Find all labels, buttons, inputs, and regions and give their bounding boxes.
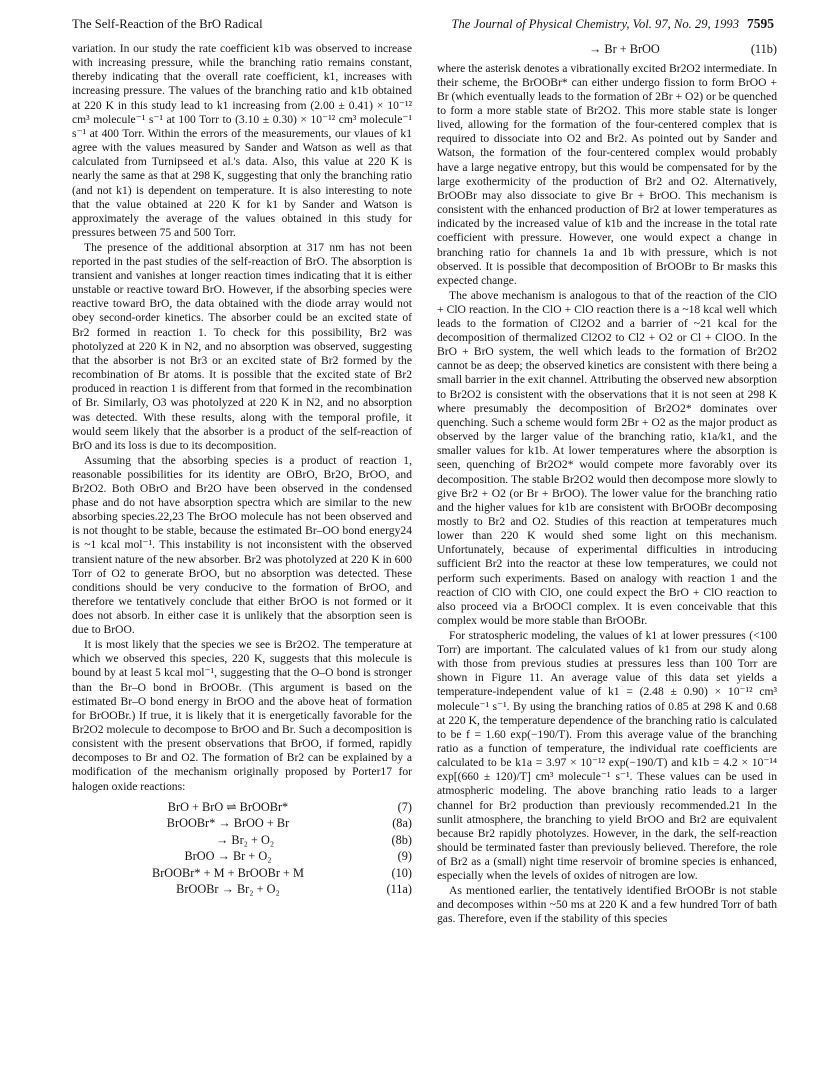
journal-name: The Journal of Physical Chemistry, Vol. 97, No. 29, 1993 [451,17,739,31]
equation-expression: → Br + BrOO [589,42,660,56]
paragraph: where the asterisk denotes a vibrationally excited Br2O2 intermediate. In their scheme, the BrOOBr* can either undergo fission to form BrOO + Br (which eventually leads to the formation of 2Br + O2) or be quenched to form a more stable state of Br2O2. This more stable state is longer lived, allowing for the formation of the four-centered complex that is required to dissociate into O2 and Br2. As pointed out by Sander and Watson, the formation of the four-centered complex would probably have a large negative entropy, but this would be compensated for by the large exothermicity of the production of Br2 and O2. Alternatively, BrOOBr may also dissociate to give Br + BrOO. This mechanism is consistent with the enhanced production of Br2 at lower temperatures as indicated by the increased value of k1b and the increase in the total rate coefficient with pressure. However, one would expect a change in branching ratio for channels 1a and 1b with pressure, which is not observed. It is possible that decomposition of BrOOBr to Br masks this expected change. [437,61,777,287]
reaction-mechanism [72,800,412,899]
paragraph: The presence of the additional absorption at 317 nm has not been reported in the past studies of the self-reaction of BrO. The absorption is transient and vanishes at longer reaction times indicating that it is either unstable or reactive toward BrO. However, if the absorbing species were reactive toward BrO, the data obtained with the diode array would not obey second-order kinetics. The absorber could be an excited state of Br2 formed in reaction 1. To check for this possibility, Br2 was photolyzed at 220 K in N2, and no absorption was observed, suggesting that the absorber is not Br3 or an excited state of Br2 formed by the recombination of Br atoms. It is possible that the excited state of Br2 produced in reaction 1 is different from that formed in the recombination of Br. Similarly, O3 was photolyzed at 220 K in N2, and no absorption was detected. With these results, along with the temporal profile, it would seem likely that the absorber is a product of the self-reaction of BrO and its loss is due to its decomposition. [72,240,412,452]
equation [72,882,412,899]
equation-number: (8a) [392,816,412,831]
right-column [437,42,777,927]
equation-number: (8b) [391,832,412,847]
equation-number: (7) [397,799,412,814]
equation-number: (11b) [750,42,777,56]
equation-expression: BrOOBr* → BrOO + Br [166,816,290,831]
equation-number: (10) [391,865,412,880]
equation [72,800,412,817]
paragraph: variation. In our study the rate coefficient k1b was observed to increase with increasing pressure, while the branching ratio remains constant, thereby indicating that the overall rate coefficient, k1, increases with increasing pressure. The values of the branching ratio and k1b obtained at 220 K in this study lead to k1 increasing from (2.00 ± 0.41) × 10⁻¹² cm³ molecule⁻¹ s⁻¹ at 100 Torr to (3.10 ± 0.30) × 10⁻¹² cm³ molecule⁻¹ s⁻¹ at 400 Torr. Within the errors of the measurements, our vlaues of k1 agree with the values measured by Sander and Watson as well as that calculated from Turnipseed et al.'s data. Also, this value at 220 K is nearly the same as that at 298 K, suggesting that only the branching ratio (and not k1) is dependent on temperature. It is also interesting to note that the value obtained at 220 K for k1 by Sander and Watson is approximately the average of the values obtained in this study for pressures between 75 and 500 Torr. [72,42,412,240]
equation-expression: BrO + BrO ⇌ BrOOBr* [167,799,289,814]
paragraph: It is most likely that the species we see is Br2O2. The temperature at which we observed this species, 220 K, suggests that this molecule is bound by at least 5 kcal mol⁻¹, suggesting that the O–O bond is stronger than the Br–O bond in BrOOBr. (This argument is based on the estimated Br–O bond energy in BrOO and the above heat of formation for BrOOBr.) If true, it is likely that it is energetically favorable for the Br2O2 molecule to decompose to BrOO and Br. Such a decomposition is consistent with the present observations that BrOO, if formed, rapidly decomposes to Br and O2. The formation of Br2 can be explained by a modification of the mechanism originally proposed by Porter17 for halogen oxide reactions: [72,638,412,793]
paragraph: For stratospheric modeling, the values of k1 at lower pressures (<100 Torr) are important. The calculated values of k1 from our study along with those from previous studies at pressures less than 100 Torr are shown in Figure 11. An average value of this data set yields a temperature-independent value of k1 = (2.48 ± 0.90) × 10⁻¹² cm³ molecule⁻¹ s⁻¹. By using the branching ratios of 0.85 at 298 K and 0.68 at 220 K, the temperature dependence of the branching ratio is calculated to be f = 1.60 exp(−190/T). From this average value of the branching ratio as a function of temperature, the individual rate coefficients are calculated to be k1a = 3.97 × 10⁻¹² exp(−190/T) and k1b = 4.2 × 10⁻¹⁴ exp[(660 ± 120)/T] cm³ molecule⁻¹ s⁻¹. These values can be used in atmospheric modeling. The above branching ratio leads to a larger channel for Br2 production than previously recommended.21 In the sunlit atmosphere, the branching to yield BrOO and Br2 are equivalent because Br2 rapidly photolyzes. However, in the dark, the self-reaction should be terminated faster than previously believed. Therefore, the role of Br2 as a (small) night time reservoir of bromine species is enhanced, especially when the levels of oxides of nitrogen are low. [437,628,777,883]
page-number: 7595 [747,16,774,31]
equation [437,42,777,59]
equation-expression: BrOO → Br + O₂ [184,849,272,864]
equation-number: (11a) [386,882,412,897]
paragraph: As mentioned earlier, the tentatively identified BrOOBr is not stable and decomposes within ~50 ms at 220 K and a few hundred Torr of bath gas. Therefore, even if the stability of this species [437,884,777,926]
equation [72,866,412,883]
equation [72,849,412,866]
equation [72,816,412,833]
equation [72,833,412,850]
paragraph: Assuming that the absorbing species is a product of reaction 1, reasonable possibilities for its identity are OBrO, Br2O, BrOO, and Br2O2. Both OBrO and Br2O have been observed in the condensed phase and do not have absorption spectra which are similar to the new absorbing species.22,23 The BrOO molecule has not been observed and is not thought to be stable, because the estimated Br–OO bond energy24 is ~1 kcal mol⁻¹. This instability is not inconsistent with the observed transient nature of the new absorber. Br2 was photolyzed at 220 K in 600 Torr of O2 to generate BrOO, but no absorption was detected. These conditions should be very conducive to the formation of BrOO, and therefore we tentatively conclude that either BrOO is not formed or it does not absorb. In either case it is unlikely that the absorption seen is due to BrOO. [72,453,412,637]
running-header [72,14,774,34]
equation-number: (9) [397,849,412,864]
equation-expression: BrOOBr* + M + BrOOBr + M [152,865,304,880]
equation-expression: → Br₂ + O₂ [216,832,275,847]
journal-citation [451,14,774,34]
paragraph: The above mechanism is analogous to that of the reaction of the ClO + ClO reaction. In the ClO + ClO reaction there is a ~18 kcal well which leads to the formation of Cl2O2 and a barrier of ~21 kcal for the decomposition of thermalized Cl2O2 to Cl2 + O2 or Cl + ClOO. In the BrO + BrO system, the well which leads to the formation of Br2O2 cannot be as deep; the observed kinetics are consistent with there being a small barrier in the exit channel. Attributing the observed new absorption to Br2O2 is consistent with the observations that it is not seen at 298 K where presumably the decomposition of Br2O2* dominates over quenching. Such a scheme would form 2Br + O2 as the major product as observed by the larger value of the branching ratio, k1a/k1, and the smaller values for k1b. At lower temperatures where the absorption is seen, quenching of Br2O2* would compete more favorably over its decomposition. The stable Br2O2 would then decompose more slowly to give Br2 + O2 (or Br + BrOO). The lower value for the branching ratio and the higher values for k1b are consistent with BrOOBr decomposing mostly to Br2 and O2. Studies of this reaction at temperatures much lower than 220 K would shed some light on this mechanism. Unfortunately, because of experimental difficulties in introducing sufficient Br2 into the reactor at these low temperatures, we could not perform such experiments. Based on analogy with reaction 1 and the reaction of ClO with ClO, one could expect the BrO + ClO reaction to also proceed via a BrOOCl complex. It is even conceivable that this complex would be more stable than BrOOBr. [437,288,777,628]
equation-expression: BrOOBr → Br₂ + O₂ [176,882,280,897]
left-column [72,42,412,901]
running-title: The Self-Reaction of the BrO Radical [72,17,263,31]
